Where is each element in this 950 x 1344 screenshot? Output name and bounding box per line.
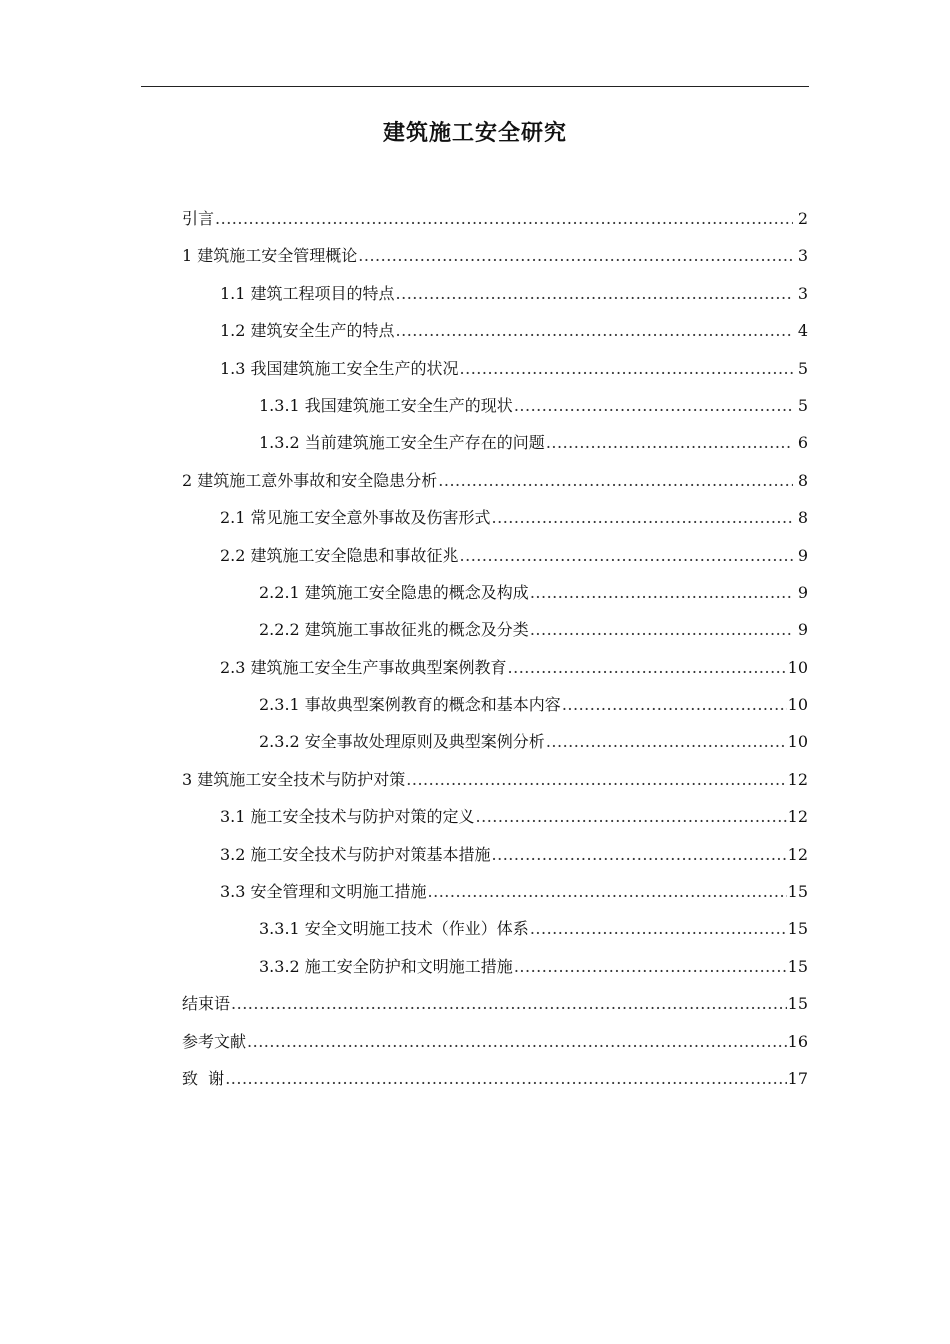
toc-leader-dots: [492, 836, 787, 873]
toc-entry-label: 2.2.1 建筑施工安全隐患的概念及构成: [259, 582, 529, 602]
toc-leader-dots: [508, 649, 787, 686]
toc-entry-page: 15: [787, 882, 808, 902]
toc-entry-page: 15: [787, 919, 808, 939]
toc-leader-dots: [428, 873, 787, 910]
toc-entry[interactable]: [0, 574, 950, 611]
toc-entry[interactable]: [0, 499, 950, 536]
toc-leader-dots: [530, 611, 793, 648]
toc-entry-label: 2.3 建筑施工安全生产事故典型案例教育: [220, 657, 507, 677]
toc-entry[interactable]: [0, 350, 950, 387]
toc-leader-dots: [546, 424, 793, 461]
toc-entry-page: 10: [787, 732, 808, 752]
toc-entry-label: 3.2 施工安全技术与防护对策基本措施: [220, 844, 491, 864]
toc-entry-label: 2.3.1 事故典型案例教育的概念和基本内容: [259, 695, 561, 715]
toc-entry[interactable]: [0, 985, 950, 1022]
toc-entry-label: 1.3.2 当前建筑施工安全生产存在的问题: [259, 433, 545, 453]
toc-leader-dots: [546, 723, 787, 760]
toc-entry[interactable]: [0, 237, 950, 274]
toc-entry-label: 2.1 常见施工安全意外事故及伤害形式: [220, 508, 491, 528]
toc-leader-dots: [406, 761, 786, 798]
toc-entry-label: 致 谢: [182, 1068, 225, 1088]
toc-leader-dots: [225, 1060, 786, 1097]
toc-entry[interactable]: [0, 649, 950, 686]
toc-entry[interactable]: [0, 948, 950, 985]
toc-entry-page: 12: [787, 769, 808, 789]
toc-entry-label: 3.3.2 施工安全防护和文明施工措施: [259, 956, 513, 976]
toc-entry[interactable]: [0, 537, 950, 574]
toc-entry[interactable]: [0, 723, 950, 760]
document-title: 建筑施工安全研究: [382, 121, 567, 146]
toc-entry[interactable]: [0, 1060, 950, 1097]
toc-entry[interactable]: [0, 611, 950, 648]
toc-entry-page: 17: [787, 1068, 808, 1088]
toc-entry-label: 3.3.1 安全文明施工技术（作业）体系: [259, 919, 529, 939]
toc-leader-dots: [247, 1023, 787, 1060]
toc-entry[interactable]: [0, 1023, 950, 1060]
toc-leader-dots: [530, 574, 793, 611]
toc-entry-label: 1.3 我国建筑施工安全生产的状况: [220, 358, 459, 378]
toc-entry[interactable]: [0, 761, 950, 798]
toc-entry[interactable]: [0, 387, 950, 424]
toc-leader-dots: [530, 910, 787, 947]
toc-leader-dots: [460, 537, 793, 574]
toc-entry[interactable]: [0, 873, 950, 910]
toc-entry[interactable]: [0, 910, 950, 947]
toc-entry-page: 10: [787, 657, 808, 677]
toc-entry-page: 12: [787, 844, 808, 864]
toc-leader-dots: [438, 462, 793, 499]
toc-entry-page: 15: [787, 994, 808, 1014]
toc-entry-page: 9: [797, 582, 808, 602]
toc-entry[interactable]: [0, 686, 950, 723]
toc-entry-page: 5: [797, 395, 808, 415]
toc-entry[interactable]: [0, 424, 950, 461]
toc-entry-page: 15: [787, 956, 808, 976]
toc-leader-dots: [231, 985, 787, 1022]
toc-leader-dots: [514, 948, 787, 985]
toc-entry-label: 2.2 建筑施工安全隐患和事故征兆: [220, 545, 459, 565]
toc-entry[interactable]: [0, 462, 950, 499]
toc-entry-page: 12: [787, 807, 808, 827]
toc-leader-dots: [460, 350, 793, 387]
toc-entry-label: 1.3.1 我国建筑施工安全生产的现状: [259, 395, 513, 415]
toc-leader-dots: [562, 686, 787, 723]
toc-entry-label: 结束语: [182, 994, 231, 1014]
toc-entry[interactable]: [0, 798, 950, 835]
toc-entry-label: 2.2.2 建筑施工事故征兆的概念及分类: [259, 620, 529, 640]
toc-entry[interactable]: [0, 836, 950, 873]
toc-entry-label: 2 建筑施工意外事故和安全隐患分析: [182, 470, 438, 490]
toc-leader-dots: [396, 312, 793, 349]
toc-leader-dots: [476, 798, 787, 835]
toc-entry-label: 1 建筑施工安全管理概论: [182, 246, 358, 266]
toc-entry-label: 1.2 建筑安全生产的特点: [220, 321, 395, 341]
toc-entry-label: 参考文献: [182, 1031, 247, 1051]
toc-leader-dots: [396, 275, 793, 312]
toc-entry-label: 2.3.2 安全事故处理原则及典型案例分析: [259, 732, 545, 752]
toc-entry-page: 3: [797, 283, 808, 303]
toc-entry-label: 引言: [182, 209, 215, 228]
toc-entry[interactable]: [0, 312, 950, 349]
toc-entry[interactable]: [0, 275, 950, 312]
toc-leader-dots: [215, 200, 793, 237]
toc-entry-page: 16: [787, 1031, 808, 1051]
toc-entry-label: 3.3 安全管理和文明施工措施: [220, 882, 427, 902]
toc-entry-page: 9: [797, 545, 808, 565]
toc-entry-page: 4: [797, 321, 808, 341]
toc-entry-page: 6: [797, 433, 808, 453]
toc-entry-page: 9: [797, 620, 808, 640]
table-of-contents: [0, 200, 950, 1097]
toc-entry[interactable]: [0, 200, 950, 237]
toc-entry-page: 10: [787, 695, 808, 715]
toc-leader-dots: [514, 387, 793, 424]
toc-entry-label: 3.1 施工安全技术与防护对策的定义: [220, 807, 475, 827]
toc-leader-dots: [358, 237, 793, 274]
toc-entry-page: 5: [797, 358, 808, 378]
toc-entry-label: 3 建筑施工安全技术与防护对策: [182, 769, 406, 789]
toc-entry-page: 8: [797, 470, 808, 490]
toc-entry-label: 1.1 建筑工程项目的特点: [220, 283, 395, 303]
toc-leader-dots: [492, 499, 793, 536]
toc-entry-page: 2: [797, 209, 808, 228]
toc-entry-page: 3: [797, 246, 808, 266]
header-rule: [141, 86, 809, 87]
toc-entry-page: 8: [797, 508, 808, 528]
